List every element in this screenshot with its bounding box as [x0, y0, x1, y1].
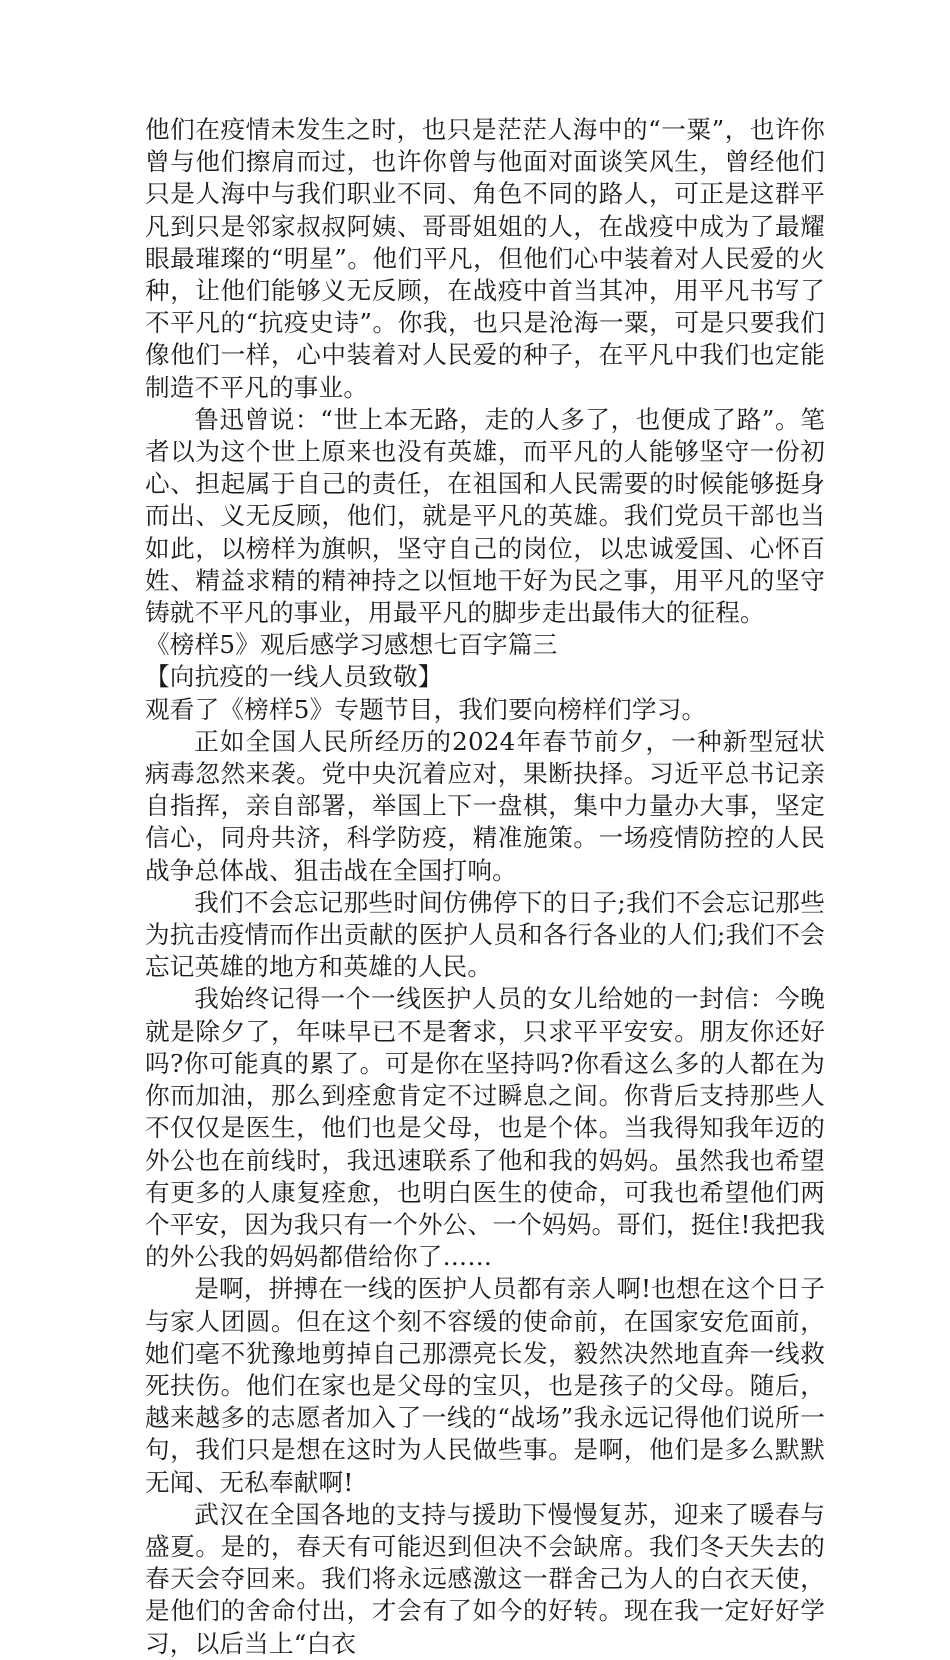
paragraph-7: 我们不会忘记那些时间仿佛停下的日子;我们不会忘记那些为抗击疫情而作出贡献的医护人员和各行各业的人们;我们不会忘记英雄的地方和英雄的人民。 — [145, 887, 825, 982]
paragraph-2: 鲁迅曾说：“世上本无路，走的人多了，也便成了路”。笔者以为这个世上原来也没有英雄，而平凡的人能够坚守一份初心、担起属于自己的责任，在祖国和人民需要的时候能够挺身而出、义无反顾，他们，就是平凡的英雄。我们党员干部也当如此，以榜样为旗帜，坚守自己的岗位，以忠诚爱国、心怀百姓、精益求精的精神持之以恒地干好为民之事，用平凡的坚守铸就不平凡的事业，用最平凡的脚步走出最伟大的征程。 — [145, 404, 825, 628]
paragraph-intro: 观看了《榜样5》专题节目，我们要向榜样们学习。 — [145, 694, 707, 724]
document-page — [145, 114, 825, 1660]
paragraph-6: 正如全国人民所经历的2024年春节前夕，一种新型冠状病毒忽然来袭。党中央沉着应对，果断抉择。习近平总书记亲自指挥，亲自部署，举国上下一盘棋，集中力量办大事，坚定信心，同舟共济，科学防疫，精准施策。一场疫情防控的人民战争总体战、狙击战在全国打响。 — [145, 726, 825, 885]
paragraph-1: 他们在疫情未发生之时，也只是茫茫人海中的“一粟”，也许你曾与他们擦肩而过，也许你曾与他面对面谈笑风生，曾经他们只是人海中与我们职业不同、角色不同的路人，可正是这群平凡到只是邻家叔叔阿姨、哥哥姐姐的人，在战疫中成为了最耀眼最璀璨的“明星”。他们平凡，但他们心中装着对人民爱的火种，让他们能够义无反顾，在战疫中首当其冲，用平凡书写了不平凡的“抗疫史诗”。你我，也只是沧海一粟，可是只要我们像他们一样，心中装着对人民爱的种子，在平凡中我们也定能制造不平凡的事业。 — [145, 115, 825, 402]
paragraph-8: 我始终记得一个一线医护人员的女儿给她的一封信：今晚就是除夕了，年味早已不是奢求，只求平平安安。朋友你还好吗?你可能真的累了。可是你在坚持吗?你看这么多的人都在为你而加油，那么到痊愈肯定不过瞬息之间。你背后支持那些人不仅仅是医生，他们也是父母，也是个体。当我得知我年迈的外公也在前线时，我迅速联系了他和我的妈妈。虽然我也希望有更多的人康复痊愈，也明白医生的使命，可我也希望他们两个平安，因为我只有一个外公、一个妈妈。哥们，挺住!我把我的外公我的妈妈都借给你了…… — [145, 984, 825, 1272]
paragraph-10: 武汉在全国各地的支持与援助下慢慢复苏，迎来了暖春与盛夏。是的，春天有可能迟到但决不会缺席。我们冬天失去的春天会夺回来。我们将永远感激这一群舍己为人的白衣天使，是他们的舍命付出，才会有了如今的好转。现在我一定好好学习，以后当上“白衣 — [145, 1499, 825, 1658]
article-title: 《榜样5》观后感学习感想七百字篇三 — [145, 630, 558, 660]
section-heading: 【向抗疫的一线人员致敬】 — [145, 662, 443, 692]
paragraph-9: 是啊，拼搏在一线的医护人员都有亲人啊!也想在这个日子与家人团圆。但在这个刻不容缓的使命前，在国家安危面前，她们毫不犹豫地剪掉自己那漂亮长发，毅然决然地直奔一线救死扶伤。他们在家也是父母的宝贝，也是孩子的父母。随后，越来越多的志愿者加入了一线的“战场”我永远记得他们说所一句，我们只是想在这时为人民做些事。是啊，他们是多么默默无闻、无私奉献啊! — [145, 1274, 825, 1497]
